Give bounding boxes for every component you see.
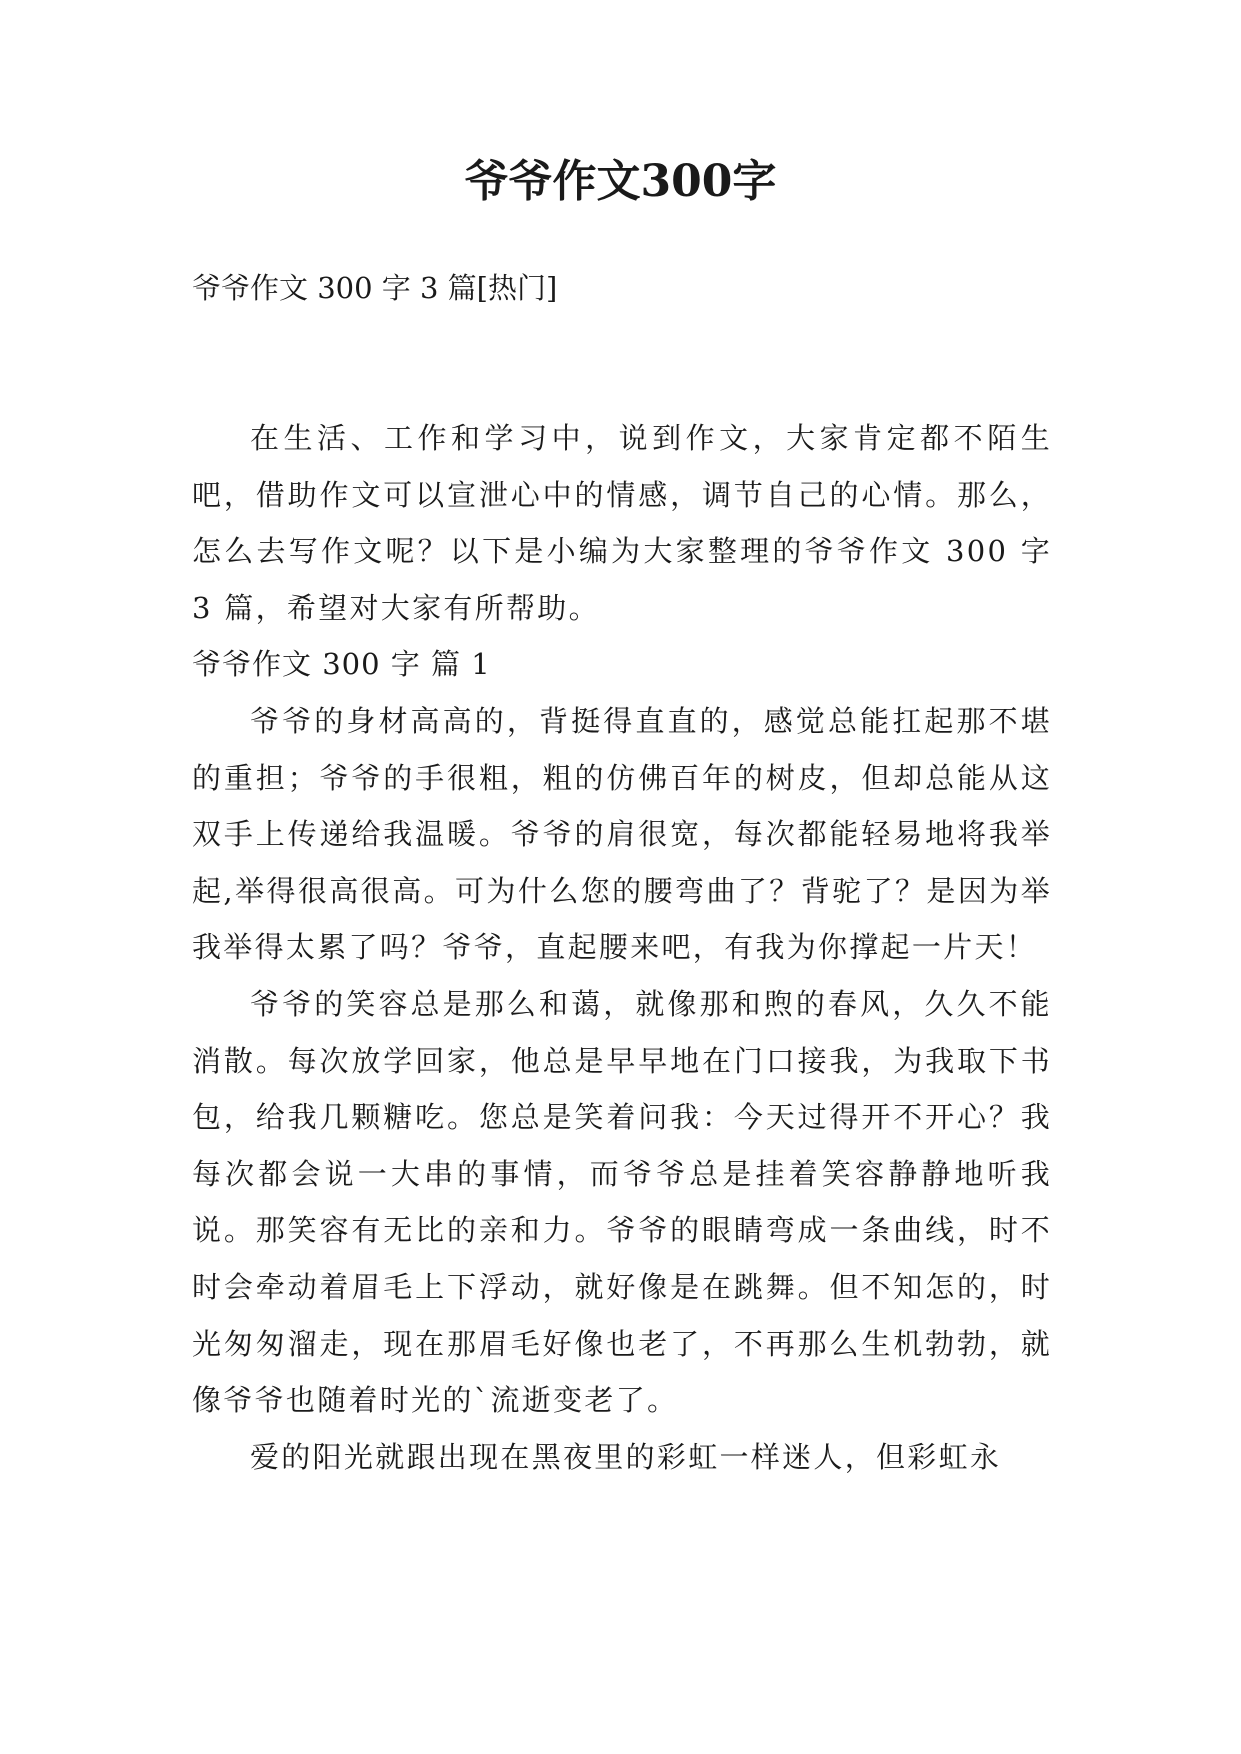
body-paragraph-1: 爷爷的身材高高的，背挺得直直的，感觉总能扛起那不堪的重担；爷爷的手很粗，粗的仿佛百年的树皮，但却总能从这双手上传递给我温暖。爷爷的肩很宽，每次都能轻易地将我举起,举得很高很高。可为什么您的腰弯曲了？背驼了？是因为举我举得太累了吗？爷爷，直起腰来吧，有我为你撑起一片天！ bbox=[192, 703, 1052, 965]
document-body bbox=[192, 410, 1052, 1485]
body-paragraph-2: 爷爷的笑容总是那么和蔼，就像那和煦的春风，久久不能消散。每次放学回家，他总是早早地在门口接我，为我取下书包，给我几颗糖吃。您总是笑着问我：今天过得开不开心？我每次都会说一大串的事情，而爷爷总是挂着笑容静静地听我说。那笑容有无比的亲和力。爷爷的眼睛弯成一条曲线，时不时会牵动着眉毛上下浮动，就好像是在跳舞。但不知怎的，时光匆匆溜走，现在那眉毛好像也老了，不再那么生机勃勃，就像爷爷也随着时光的`流逝变老了。 bbox=[192, 986, 1052, 1418]
section-heading: 爷爷作文 300 字 篇 1 bbox=[192, 647, 491, 682]
document-subtitle: 爷爷作文 300 字 3 篇[热门] bbox=[192, 271, 558, 305]
document-title: 爷爷作文300字 bbox=[464, 156, 777, 207]
intro-paragraph: 在生活、工作和学习中，说到作文，大家肯定都不陌生吧，借助作文可以宣泄心中的情感，调节自己的心情。那么，怎么去写作文呢？以下是小编为大家整理的爷爷作文 300 字 3 篇，希望对大家有所帮助。 bbox=[192, 421, 1052, 625]
body-paragraph-3: 爱的阳光就跟出现在黑夜里的彩虹一样迷人，但彩虹永 bbox=[250, 1439, 1002, 1474]
